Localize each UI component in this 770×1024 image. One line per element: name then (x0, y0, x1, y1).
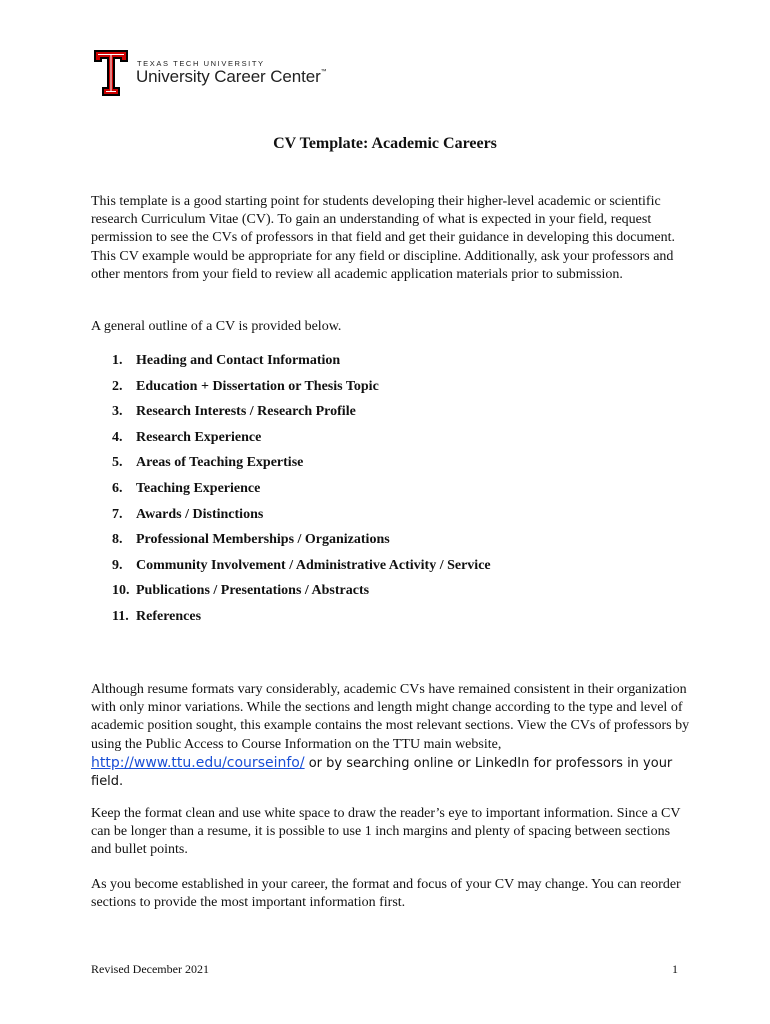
format-clean-paragraph: Keep the format clean and use white space to draw the reader’s eye to important information. Since a CV can be longer than a resume, it is possible to use 1 inch margins and plenty of spacing between sections and bullet points. (91, 806, 681, 858)
courseinfo-link[interactable]: http://www.ttu.edu/courseinfo/ (91, 754, 305, 771)
double-t-logo-icon (93, 49, 129, 97)
list-item-label: Areas of Teaching Expertise (136, 455, 304, 471)
list-item-label: Teaching Experience (136, 480, 261, 496)
list-item-label: Professional Memberships / Organizations (136, 532, 390, 548)
list-item (112, 531, 491, 557)
list-item-label: Publications / Presentations / Abstracts (136, 583, 370, 599)
list-item-label: Awards / Distinctions (136, 506, 264, 522)
list-item-number: 4. (112, 429, 123, 445)
list-item (112, 608, 491, 634)
logo-trademark: ™ (320, 69, 327, 75)
ttu-career-center-logo (93, 49, 343, 97)
list-item (112, 582, 491, 608)
formats-paragraph (91, 681, 691, 791)
formats-tail-text: or by searching online or LinkedIn for professors in your field. (91, 755, 673, 790)
list-item (112, 352, 491, 378)
list-item-label: Research Interests / Research Profile (136, 404, 356, 420)
list-item-number: 6. (112, 480, 123, 496)
established-paragraph: As you become established in your career, the format and focus of your CV may change. You can reorder sections to provide the most important information first. (91, 877, 681, 911)
list-item-label: References (136, 608, 202, 624)
logo-center-name-text: University Career Center (136, 67, 321, 86)
list-item-label: Community Involvement / Administrative Activity / Service (136, 557, 491, 573)
list-item-number: 2. (112, 378, 123, 394)
list-item (112, 429, 491, 455)
logo-university-name: TEXAS TECH UNIVERSITY (137, 59, 265, 68)
revised-date: Revised December 2021 (91, 962, 209, 976)
list-item-number: 1. (112, 353, 123, 368)
intro-paragraph: This template is a good starting point for students developing their higher-level academic or scientific research Curriculum Vitae (CV). To gain an understanding of what is expected in your field, request permission to see the CVs of professors in that field and get their guidance in developing this document. This CV example would be appropriate for any field or discipline. Additionally, ask your professors and other mentors from your field to review all academic application materials prior to submission. (91, 194, 675, 282)
list-item-number: 3. (112, 404, 123, 420)
list-item-number: 7. (112, 506, 123, 522)
document-title: CV Template: Academic Careers (273, 135, 497, 152)
cv-outline-list (112, 352, 491, 634)
list-item (112, 403, 491, 429)
list-item-number: 11. (112, 608, 129, 624)
list-item (112, 480, 491, 506)
list-item (112, 454, 491, 480)
list-item-label: Research Experience (136, 429, 262, 445)
list-item-number: 10. (112, 583, 130, 599)
list-item (112, 506, 491, 532)
list-item-label: Heading and Contact Information (136, 353, 341, 368)
logo-center-name (136, 67, 327, 87)
list-item-number: 8. (112, 532, 123, 548)
list-item (112, 378, 491, 404)
outline-intro: A general outline of a CV is provided below. (91, 319, 342, 334)
list-item-number: 9. (112, 557, 123, 573)
formats-text: Although resume formats vary considerably, academic CVs have remained consistent in their organization with only minor variations. While the sections and length might change according to the type and level of academic position sought, this example contains the most relevant sections. View the CVs of professors by using the Public Access to Course Information on the TTU main website, (91, 682, 690, 752)
list-item-number: 5. (112, 455, 123, 471)
page-number: 1 (672, 962, 678, 976)
list-item-label: Education + Dissertation or Thesis Topic (136, 378, 379, 394)
list-item (112, 557, 491, 583)
